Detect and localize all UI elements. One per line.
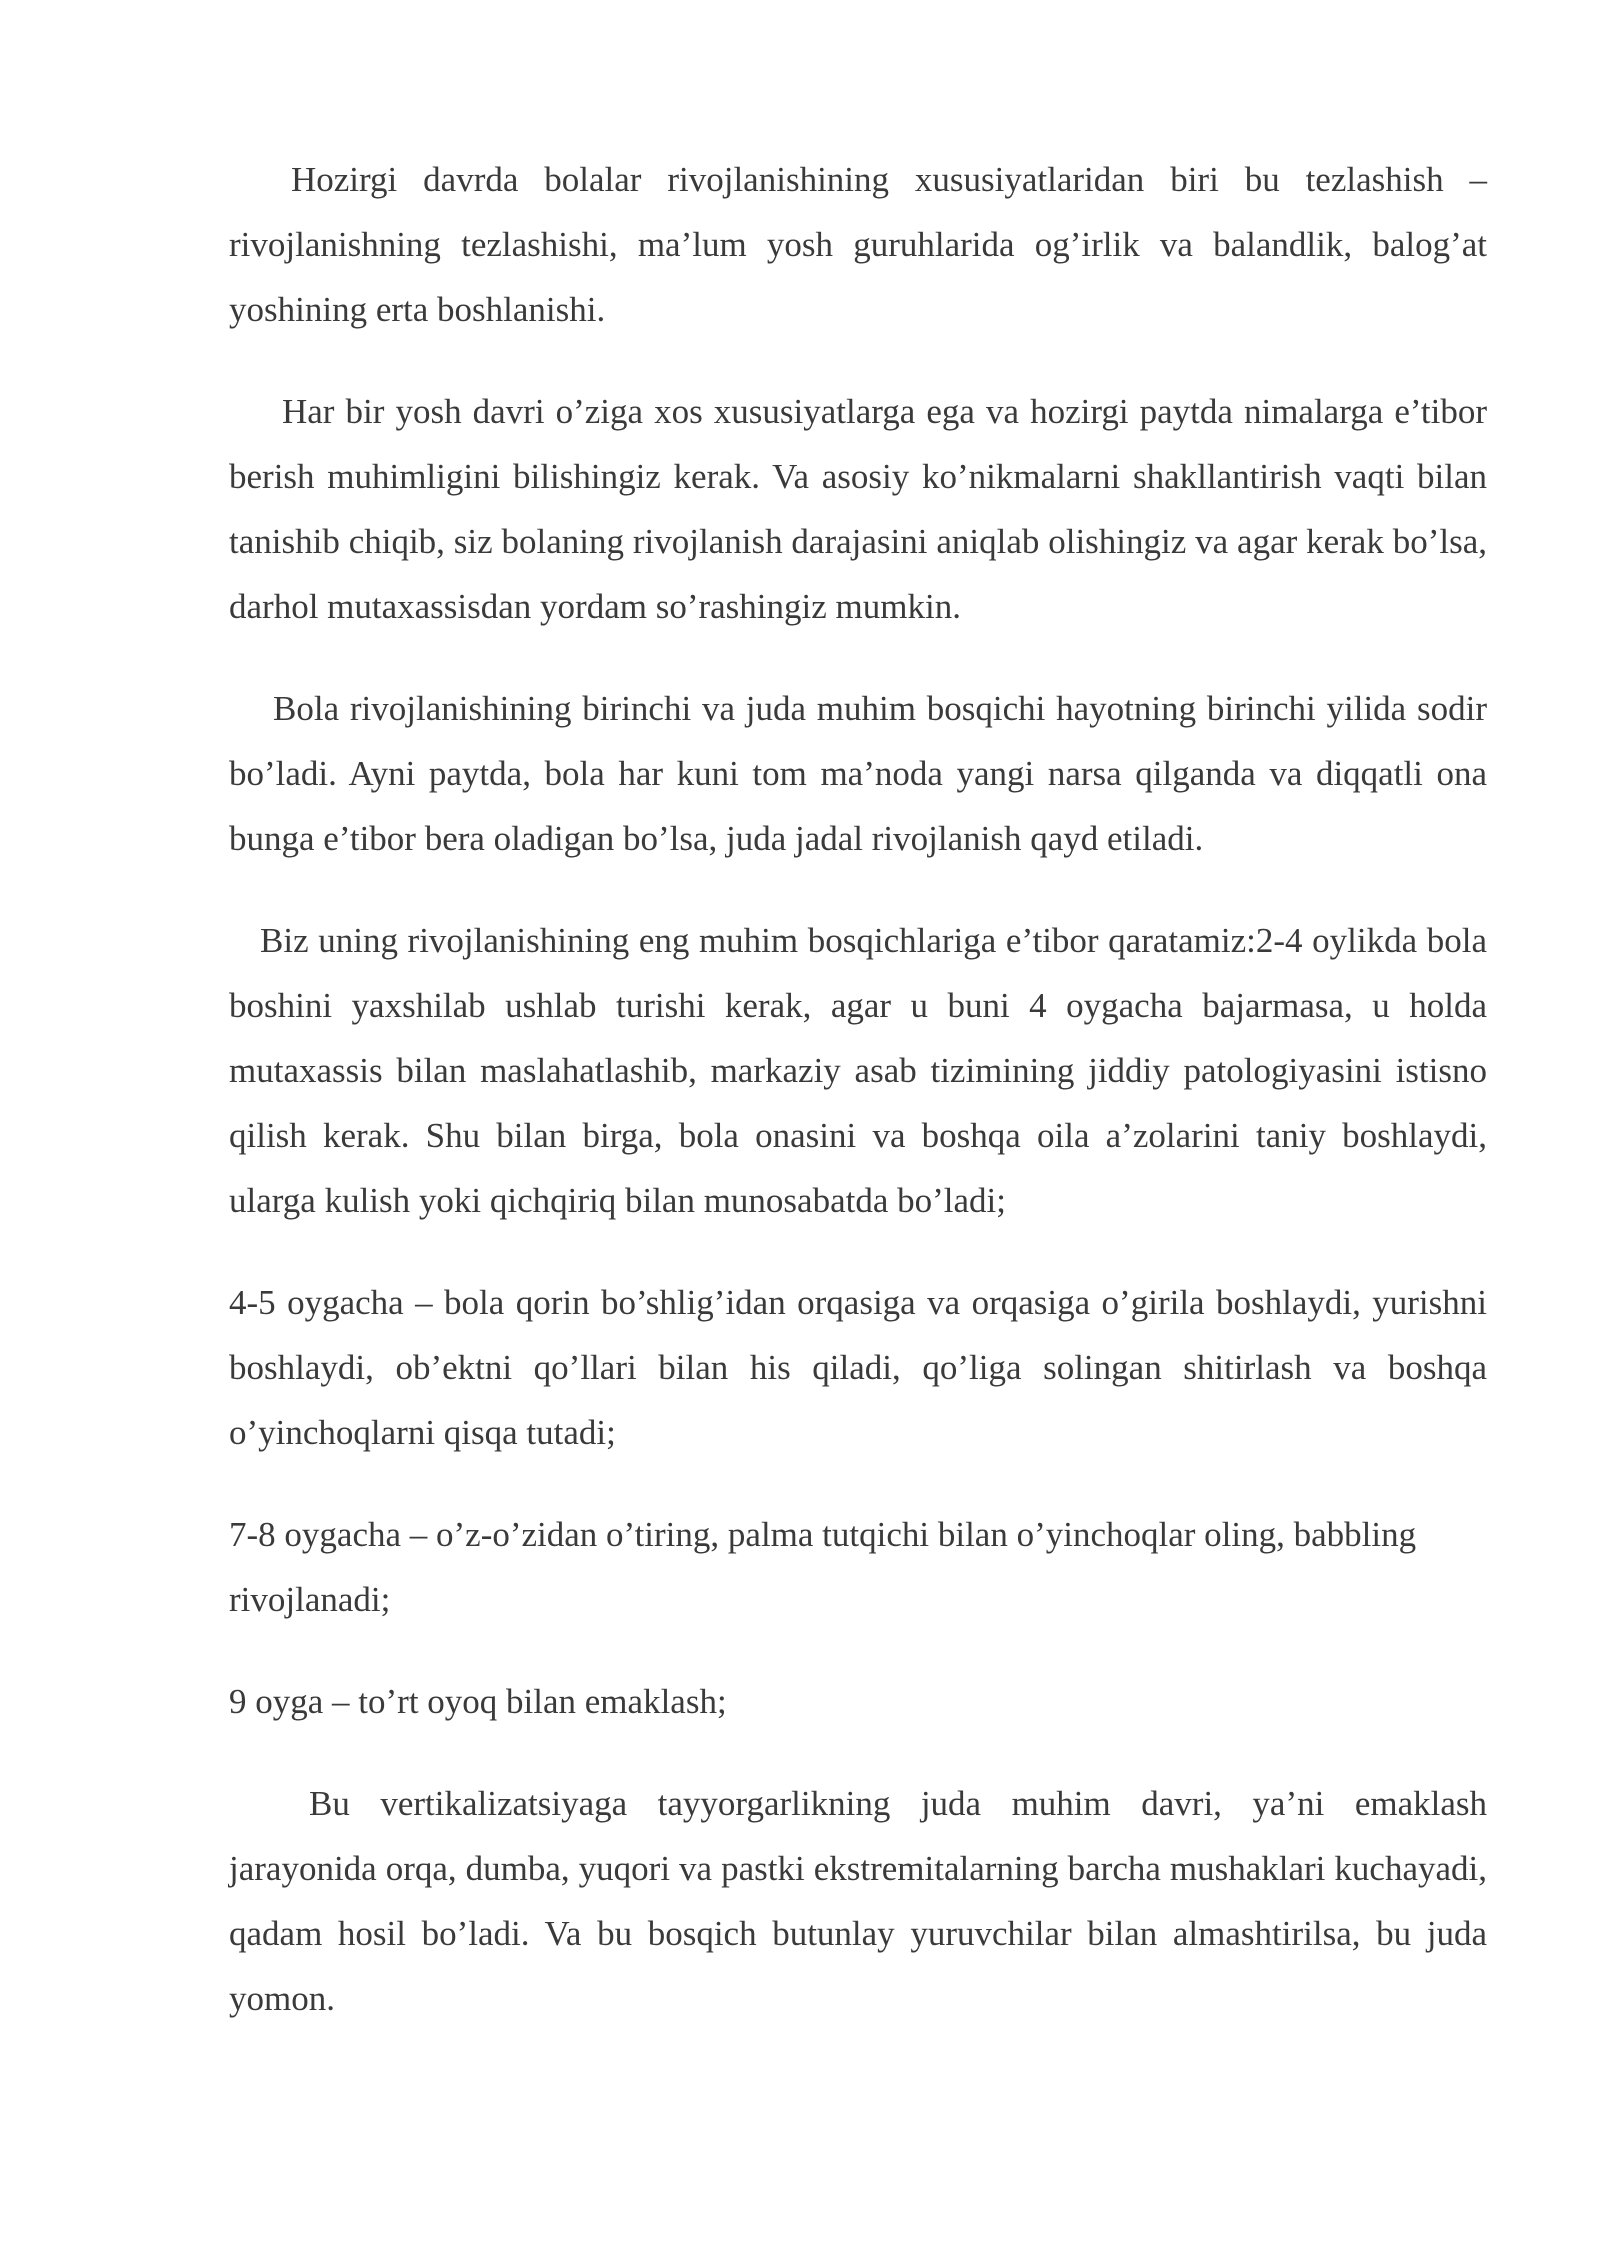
paragraph-7-8-months: 7-8 oygacha – o’z-o’zidan o’tiring, palma tutqichi bilan o’yinchoqlar oling, babbling rivojlanadi; [229, 1515, 1417, 1619]
document-body [229, 147, 1487, 2068]
paragraph-4-5-months: 4-5 oygacha – bola qorin bo’shlig’idan orqasiga va orqasiga o’girila boshlaydi, yurishni boshlaydi, ob’ektni qo’llari bilan his qiladi, qo’liga solingan shitirlash va boshqa o’yinchoqlarni qisqa tutadi; [229, 1283, 1487, 1452]
paragraph-acceleration: Hozirgi davrda bolalar rivojlanishining xususiyatlaridan biri bu tezlashish – rivojlanishning tezlashishi, ma’lum yosh guruhlarida og’irlik va balandlik, balog’at yoshining erta boshlanishi. [229, 160, 1487, 329]
paragraph-age-periods: Har bir yosh davri o’ziga xos xususiyatlarga ega va hozirgi paytda nimalarga e’tibor berish muhimligini bilishingiz kerak. Va asosiy ko’nikmalarni shakllantirish vaqti bilan tanishib chiqib, siz bolaning rivojlanish darajasini aniqlab olishingiz va agar kerak bo’lsa, darhol mutaxassisdan yordam so’rashingiz mumkin. [229, 392, 1487, 626]
paragraph-verticalization: Bu vertikalizatsiyaga tayyorgarlikning juda muhim davri, ya’ni emaklash jarayonida orqa, dumba, yuqori va pastki ekstremitalarning barcha mushaklari kuchayadi, qadam hosil bo’ladi. Va bu bosqich butunlay yuruvchilar bilan almashtirilsa, bu juda yomon. [229, 1784, 1487, 2018]
paragraph-milestones-2-4-months: Biz uning rivojlanishining eng muhim bosqichlariga e’tibor qaratamiz:2-4 oylikda bola boshini yaxshilab ushlab turishi kerak, agar u buni 4 oygacha bajarmasa, u holda mutaxassis bilan maslahatlashib, markaziy asab tizimining jiddiy patologiyasini istisno qilish kerak. Shu bilan birga, bola onasini va boshqa oila a’zolarini taniy boshlaydi, ularga kulish yoki qichqiriq bilan munosabatda bo’ladi; [229, 921, 1487, 1220]
paragraph-first-year: Bola rivojlanishining birinchi va juda muhim bosqichi hayotning birinchi yilida sodir bo’ladi. Ayni paytda, bola har kuni tom ma’noda yangi narsa qilganda va diqqatli ona bunga e’tibor bera oladigan bo’lsa, juda jadal rivojlanish qayd etiladi. [229, 689, 1487, 858]
paragraph-9-months: 9 oyga – to’rt oyoq bilan emaklash; [229, 1682, 727, 1721]
